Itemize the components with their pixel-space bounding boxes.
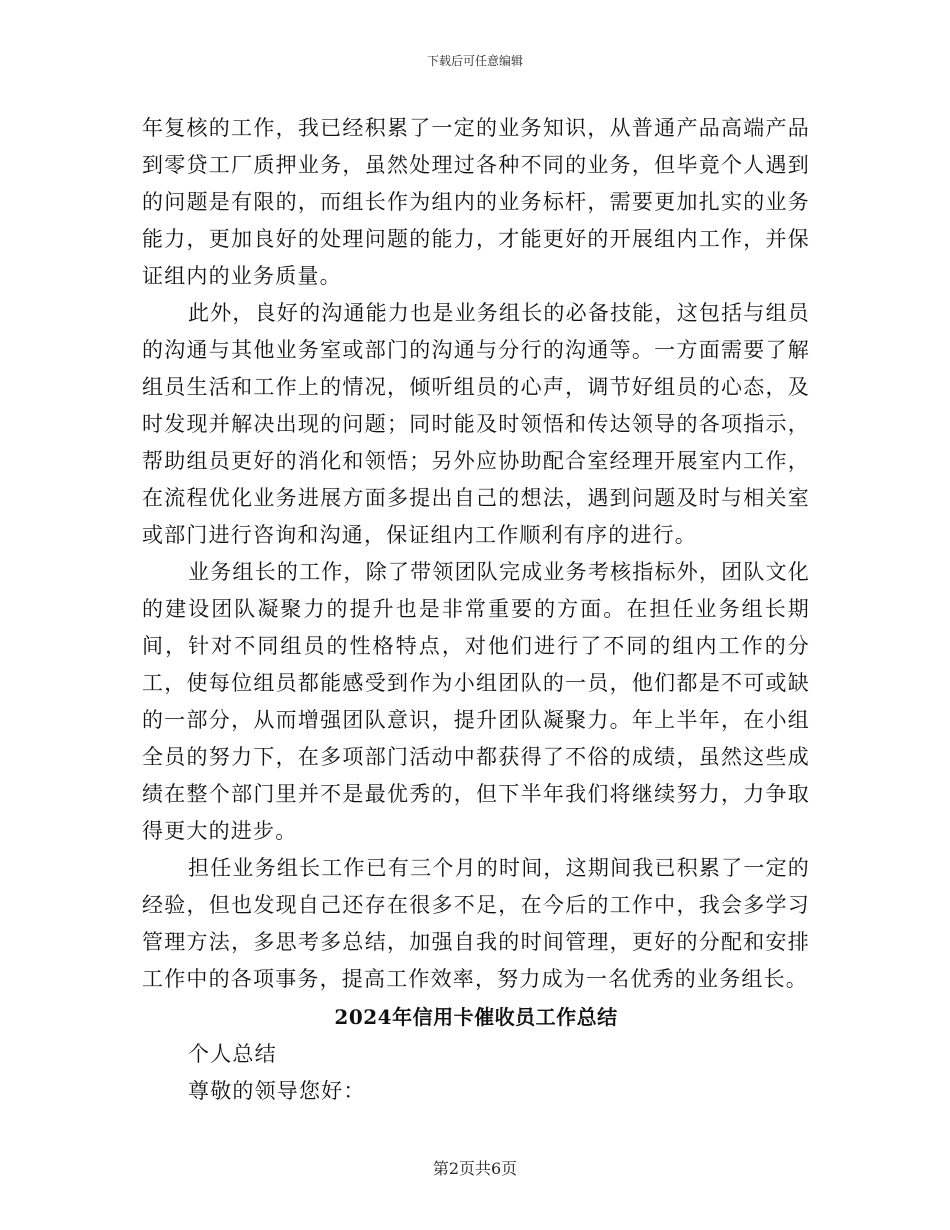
document-body (142, 110, 810, 1110)
paragraph-1: 年复核的工作，我已经积累了一定的业务知识，从普通产品高端产品到零贷工厂质押业务，虽然处理过各种不同的业务，但毕竟个人遇到的问题是有限的，而组长作为组内的业务标杆，需要更加扎实的业务能力，更加良好的处理问题的能力，才能更好的开展组内工作，并保证组内的业务质量。 (142, 116, 810, 288)
page-number: 第2页共6页 (432, 1159, 518, 1178)
paragraph-2: 此外，良好的沟通能力也是业务组长的必备技能，这包括与组员的沟通与其他业务室或部门的沟通与分行的沟通等。一方面需要了解组员生活和工作上的情况，倾听组员的心声，调节好组员的心态，及时发现并解决出现的问题；同时能及时领悟和传达领导的各项指示，帮助组员更好的消化和领悟；另外应协助配合室经理开展室内工作，在流程优化业务进展方面多提出自己的想法，遇到问题及时与相关室或部门进行咨询和沟通，保证组内工作顺利有序的进行。 (142, 301, 810, 547)
paragraph-3: 业务组长的工作，除了带领团队完成业务考核指标外，团队文化的建设团队凝聚力的提升也是非常重要的方面。在担任业务组长期间，针对不同组员的性格特点，对他们进行了不同的组内工作的分工，使每位组员都能感受到作为小组团队的一员，他们都是不可或缺的一部分，从而增强团队意识，提升团队凝聚力。年上半年，在小组全员的努力下，在多项部门活动中都获得了不俗的成绩，虽然这些成绩在整个部门里并不是最优秀的，但下半年我们将继续努力，力争取得更大的进步。 (142, 560, 810, 843)
paragraph-4: 担任业务组长工作已有三个月的时间，这期间我已积累了一定的经验，但也发现自己还存在很多不足，在今后的工作中，我会多学习管理方法，多思考多总结，加强自我的时间管理，更好的分配和安排工作中的各项事务，提高工作效率，努力成为一名优秀的业务组长。 (142, 856, 810, 991)
header-note: 下载后可任意编辑 (426, 54, 523, 68)
section-title: 2024年信用卡催收员工作总结 (334, 1005, 618, 1029)
greeting: 尊敬的领导您好： (188, 1079, 366, 1103)
personal-summary-label: 个人总结 (188, 1042, 277, 1066)
